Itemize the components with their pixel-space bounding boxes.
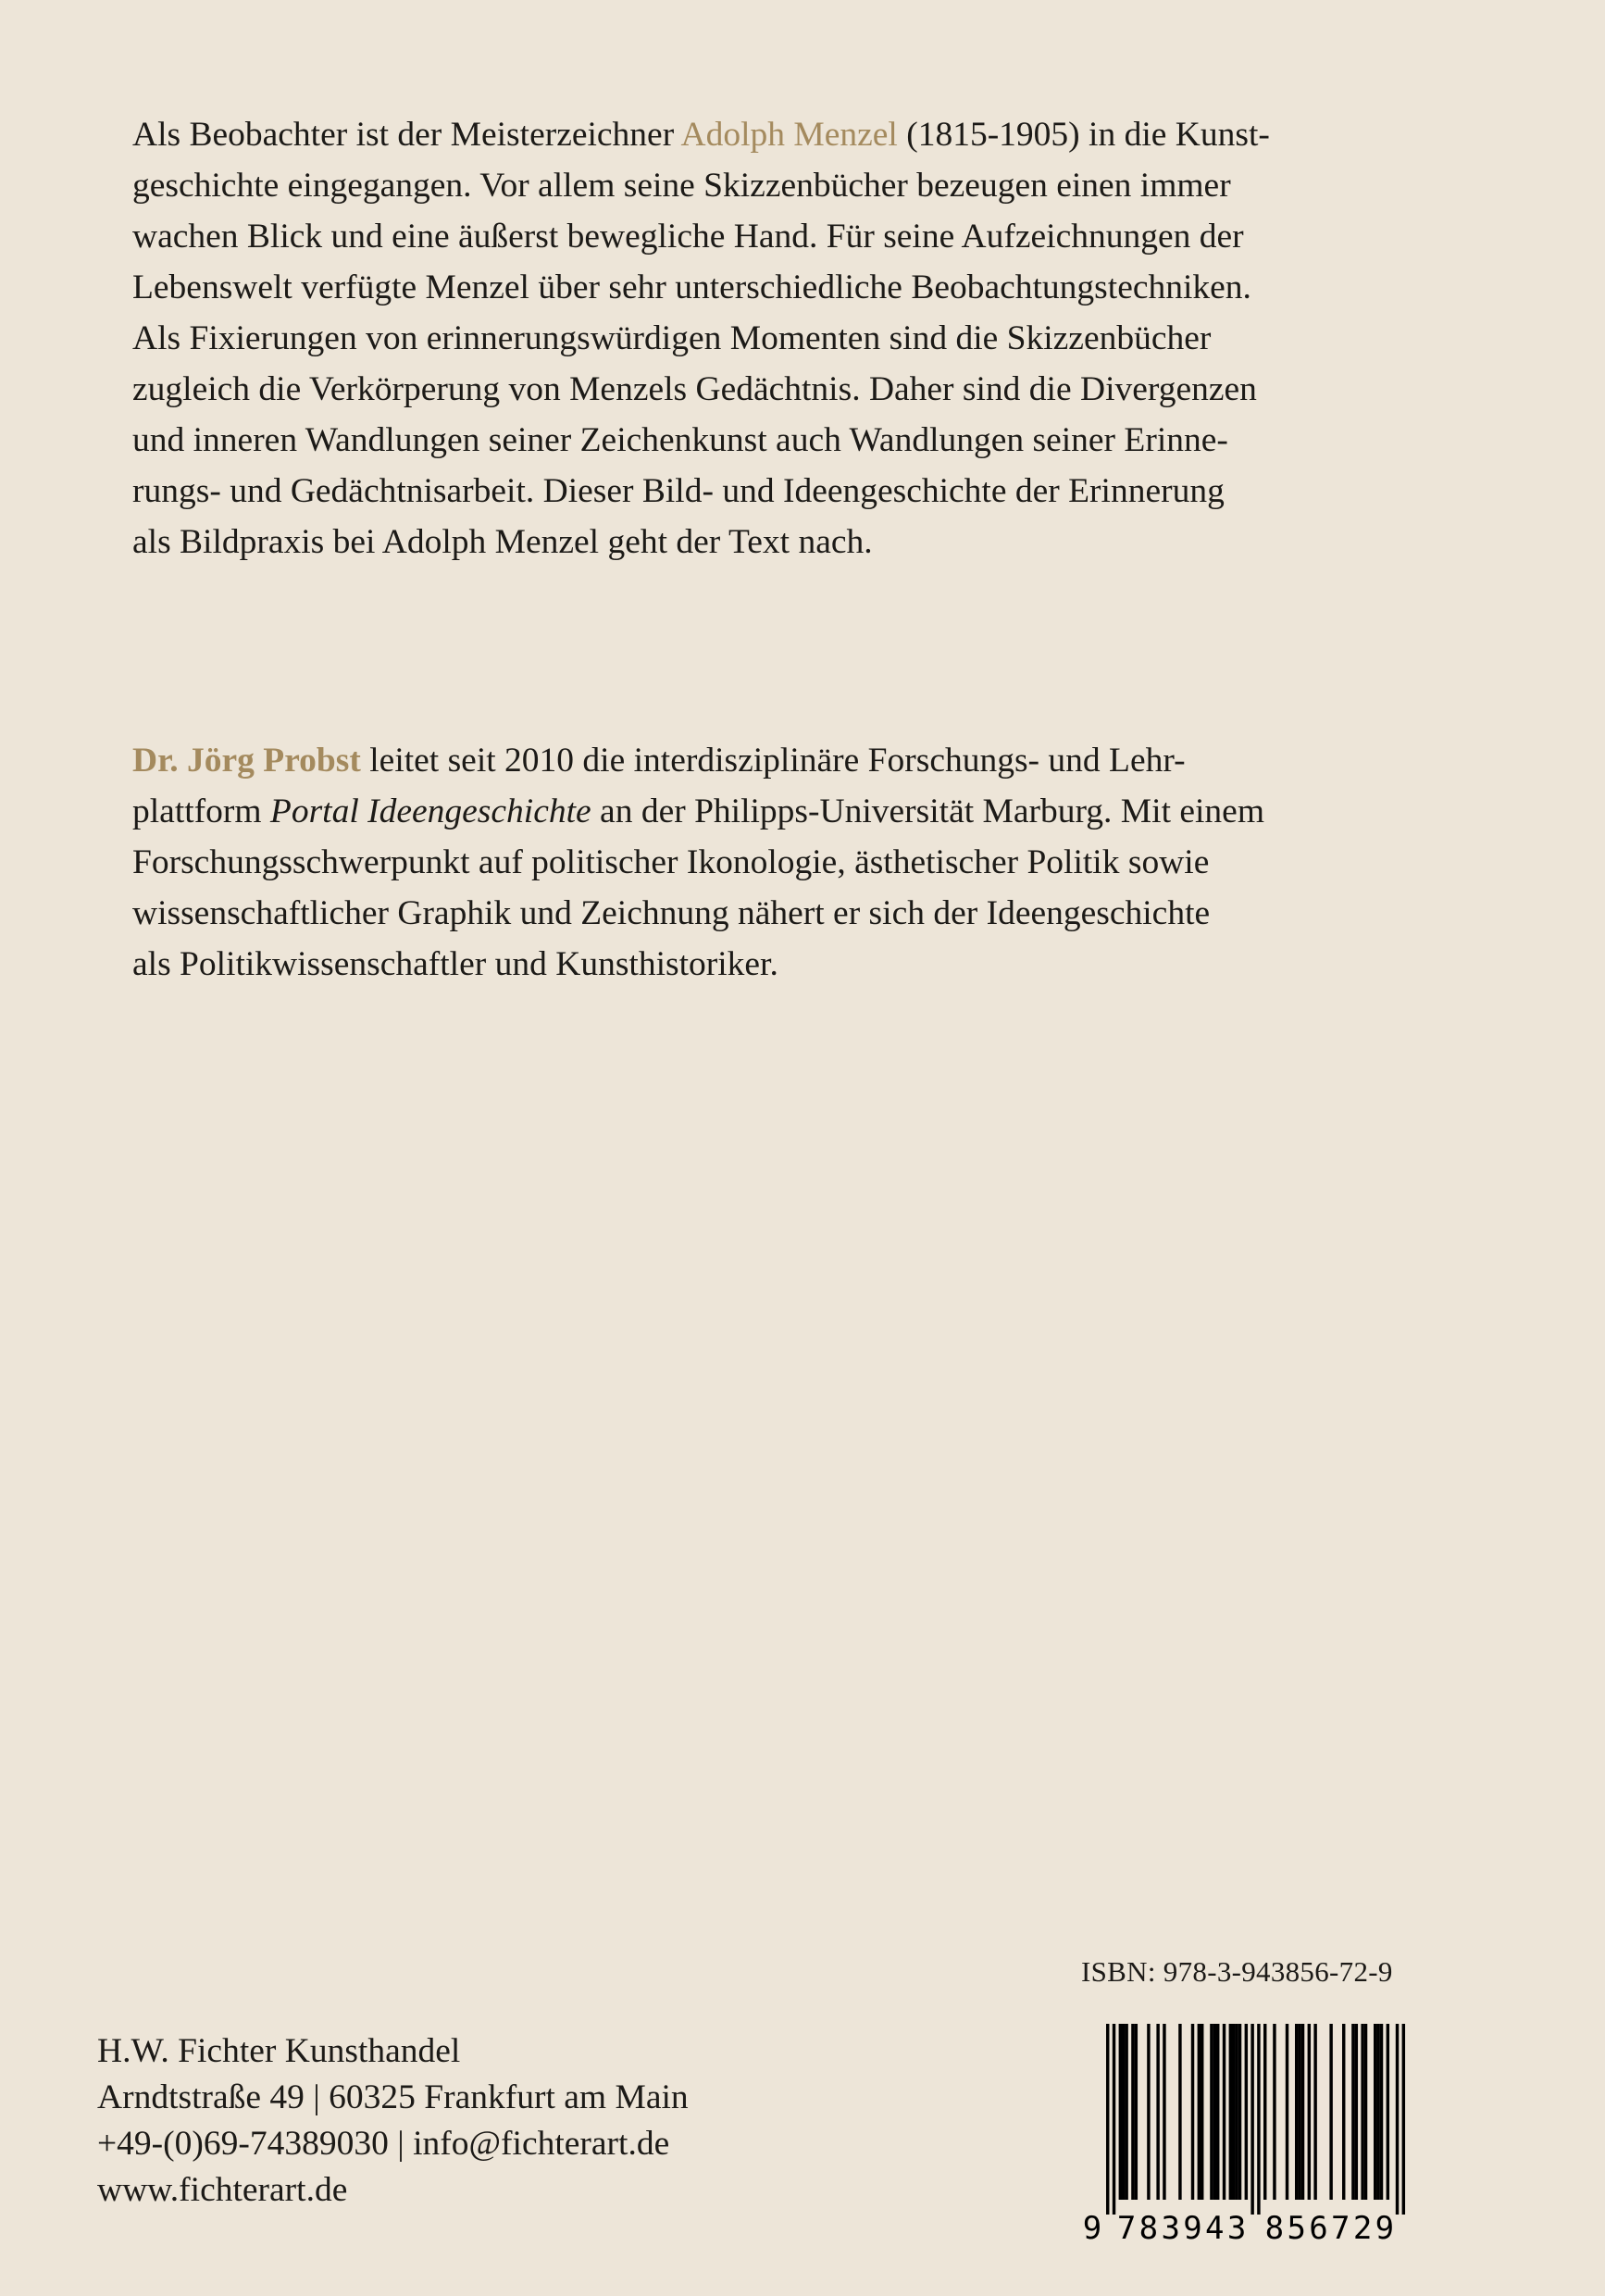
barcode-digits <box>1083 2210 1394 2246</box>
barcode-bar <box>1213 2024 1216 2200</box>
barcode-bar <box>1131 2024 1134 2200</box>
barcode-bar <box>1295 2024 1298 2200</box>
barcode-bar <box>1113 2024 1115 2215</box>
barcode-bar <box>1376 2024 1379 2200</box>
barcode-bar <box>1374 2024 1376 2200</box>
barcode-bar <box>1257 2024 1260 2215</box>
barcode-bar <box>1250 2024 1253 2215</box>
author-bio <box>132 735 1447 990</box>
description-line: Lebenswelt verfügte Menzel über sehr unterschiedliche Beobachtungstechniken. <box>132 268 1251 306</box>
barcode-bar <box>1351 2024 1354 2200</box>
publisher-address: Arndtstraße 49 | 60325 Frankfurt am Main <box>97 2078 689 2116</box>
barcode-bar <box>1361 2024 1363 2200</box>
barcode-bar <box>1191 2024 1194 2200</box>
barcode-digit: 7 <box>1116 2210 1137 2246</box>
barcode-bar <box>1301 2024 1304 2200</box>
barcode-bars <box>1106 2024 1405 2215</box>
barcode-digit: 3 <box>1161 2210 1180 2246</box>
publisher-contact: +49-(0)69-74389030 | info@fichterart.de <box>97 2125 670 2163</box>
barcode-bar <box>1329 2024 1332 2200</box>
barcode-bar <box>1156 2024 1159 2200</box>
barcode-bar <box>1298 2024 1300 2200</box>
description-line: wachen Blick und eine äußerst bewegliche Hand. Für seine Aufzeichnungen der <box>132 218 1244 256</box>
barcode-digit: 8 <box>1264 2210 1285 2246</box>
barcode-bar <box>1223 2024 1226 2200</box>
isbn-label: ISBN: 978-3-943856-72-9 <box>1081 1955 1393 1988</box>
barcode-digit: 6 <box>1309 2210 1328 2246</box>
barcode-bar <box>1238 2024 1241 2200</box>
barcode-bar <box>1308 2024 1311 2200</box>
barcode-bar <box>1380 2024 1383 2200</box>
barcode-bar <box>1235 2024 1238 2200</box>
isbn-barcode <box>1080 2024 1413 2246</box>
barcode-bar <box>1216 2024 1219 2200</box>
barcode-bar <box>1286 2024 1288 2200</box>
barcode-bar <box>1387 2024 1389 2200</box>
artist-name: Adolph Menzel <box>680 116 898 154</box>
barcode-digit: 2 <box>1352 2210 1373 2246</box>
publisher-info <box>97 2028 689 2214</box>
description-line: Als Fixierungen von erinnerungswürdigen Momenten sind die Skizzenbücher <box>132 319 1212 357</box>
barcode-bar <box>1198 2024 1201 2200</box>
publisher-name: H.W. Fichter Kunsthandel <box>97 2032 461 2070</box>
barcode-digit: 9 <box>1082 2210 1102 2246</box>
barcode-digit: 4 <box>1205 2210 1225 2246</box>
description-line: rungs- und Gedächtnisarbeit. Dieser Bild- und Ideengeschichte der Erinnerung <box>132 472 1225 510</box>
barcode-digit: 3 <box>1226 2210 1247 2246</box>
book-description <box>132 109 1447 568</box>
barcode-bar <box>1229 2024 1232 2200</box>
barcode-bar <box>1273 2024 1275 2200</box>
barcode-bar <box>1245 2024 1248 2200</box>
barcode-bar <box>1122 2024 1125 2200</box>
barcode-bar <box>1396 2024 1399 2215</box>
bio-line: plattform Portal Ideengeschichte an der Philipps-Universität Marburg. Mit einem <box>132 792 1264 830</box>
bio-line: Forschungsschwerpunkt auf politischer Ikonologie, ästhetischer Politik sowie <box>132 843 1210 881</box>
barcode-bar <box>1232 2024 1235 2200</box>
barcode-bar <box>1402 2024 1405 2215</box>
description-line: und inneren Wandlungen seiner Zeichenkunst auch Wandlungen seiner Erinne- <box>132 421 1228 459</box>
bio-line: als Politikwissenschaftler und Kunsthistoriker. <box>132 945 778 983</box>
barcode-digit: 9 <box>1183 2210 1202 2246</box>
barcode-bar <box>1163 2024 1165 2200</box>
barcode-bar <box>1147 2024 1150 2200</box>
description-line: Als Beobachter ist der Meisterzeichner Adolph Menzel (1815-1905) in die Kunst- <box>132 116 1270 154</box>
barcode-bar <box>1178 2024 1181 2200</box>
author-name: Dr. Jörg Probst <box>132 742 361 780</box>
barcode-bar <box>1342 2024 1345 2200</box>
barcode-bar <box>1355 2024 1358 2200</box>
bio-line: wissenschaftlicher Graphik und Zeichnung nähert er sich der Ideengeschichte <box>132 894 1211 932</box>
barcode-digit: 5 <box>1287 2210 1306 2246</box>
barcode-digit: 7 <box>1331 2210 1350 2246</box>
barcode-bar <box>1201 2024 1203 2200</box>
barcode-bar <box>1364 2024 1367 2200</box>
barcode-bar <box>1125 2024 1127 2200</box>
description-line: als Bildpraxis bei Adolph Menzel geht der Text nach. <box>132 523 873 561</box>
barcode-bar <box>1313 2024 1316 2200</box>
barcode-bar <box>1119 2024 1122 2200</box>
barcode-bar <box>1106 2024 1109 2215</box>
barcode-bar <box>1263 2024 1266 2200</box>
barcode-digit: 8 <box>1138 2210 1159 2246</box>
barcode-digit: 9 <box>1375 2210 1395 2246</box>
platform-name: Portal Ideengeschichte <box>269 792 591 830</box>
barcode-bar <box>1135 2024 1138 2200</box>
description-line: zugleich die Verkörperung von Menzels Gedächtnis. Daher sind die Divergenzen <box>132 370 1257 408</box>
description-line: geschichte eingegangen. Vor allem seine Skizzenbücher bezeugen einen immer <box>132 167 1231 205</box>
bio-line: Dr. Jörg Probst leitet seit 2010 die interdisziplinäre Forschungs- und Lehr- <box>132 742 1186 780</box>
publisher-website: www.fichterart.de <box>97 2171 348 2209</box>
barcode-bar <box>1210 2024 1213 2200</box>
